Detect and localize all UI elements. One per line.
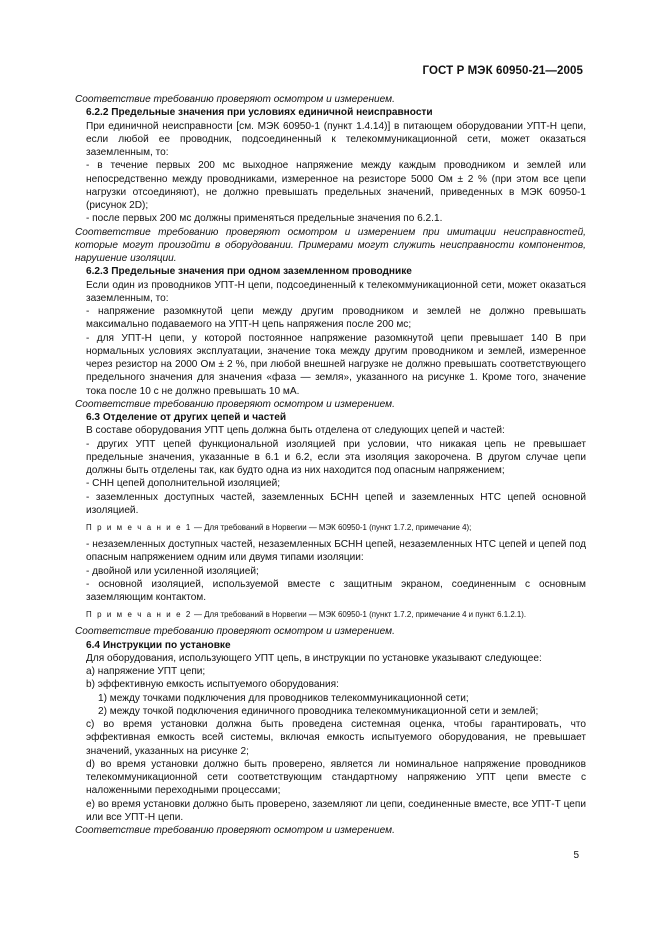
paragraph: - напряжение разомкнутой цепи между другим проводником и землей не должно превышать максимально подаваемого на УПТ-Н цепь напряжения после 200 мс; xyxy=(86,306,586,331)
paragraph: При единичной неисправности [см. МЭК 60950-1 (пункт 1.4.14)] в питающем оборудовании УПТ-Н цепи, если любой ее проводник, подсоединенный к телекоммуникационной сети, может оказаться заземленным, то: xyxy=(86,120,586,158)
paragraph: - основной изоляцией, используемой вместе с защитным экраном, соединенным с основным заземляющим контактом. xyxy=(86,578,586,603)
paragraph: - двойной или усиленной изоляцией; xyxy=(86,565,259,577)
section-heading: 6.2.3 Предельные значения при одном заземленном проводнике xyxy=(86,266,412,278)
note-text: — Для требований в Норвегии — МЭК 60950-1 (пункт 1.7.2, примечание 4); xyxy=(191,523,472,532)
paragraph: - в течение первых 200 мс выходное напряжение между каждым проводником и землей или непосредственно между проводниками, измеренное на резисторе 5000 Ом ± 2 % (при этом все цепи нагрузки отсоединяют), не должно превышать предельных значений, приведенных в МЭК 60950-1 (рисунок 2D); xyxy=(86,160,586,211)
note xyxy=(75,521,586,534)
paragraph: Соответствие требованию проверяют осмотром и измерением. xyxy=(75,626,395,638)
paragraph: Соответствие требованию проверяют осмотром и измерением. xyxy=(75,94,395,105)
paragraph: a) напряжение УПТ цепи; xyxy=(86,666,206,677)
section-heading: 6.4 Инструкции по установке xyxy=(86,639,231,651)
document-body xyxy=(75,93,586,837)
paragraph: - после первых 200 мс должны применяться предельные значения по 6.2.1. xyxy=(86,213,443,225)
paragraph: Соответствие требованию проверяют осмотром и измерением. xyxy=(75,825,395,836)
note xyxy=(75,608,586,621)
note-label: П р и м е ч а н и е 2 xyxy=(86,610,192,620)
paragraph: c) во время установки должна быть проведена системная оценка, чтобы гарантировать, что эффективная емкость всей системы, включая емкость испытуемого оборудования, не превышает значений, указанных на рисунке 2; xyxy=(86,719,586,757)
paragraph: Если один из проводников УПТ-Н цепи, подсоединенный к телекоммуникационной сети, может оказаться заземленным, то: xyxy=(86,279,586,304)
paragraph: - для УПТ-Н цепи, у которой постоянное напряжение разомкнутой цепи превышает 140 В при нормальных условиях эксплуатации, значение тока между другим проводником и землей, измеренное через резистор на 2000 Ом ± 2 %, при любой внешней нагрузке не должно превышать соответствующего предельного значения для значения «фаза — земля», указанного на рисунке 1. Кроме того, значение тока после 10 с не должно превышать 10 мА. xyxy=(86,332,586,397)
paragraph: d) во время установки должно быть проверено, является ли номинальное напряжение проводников телекоммуникационной сети соответствующим стандартному напряжению УПТ цепи вместе с наложенными переходными процессами; xyxy=(86,758,586,797)
paragraph: e) во время установки должно быть проверено, заземляют ли цепи, соединенные вместе, все УПТ-Т цепи или все УПТ-Н цепи. xyxy=(86,798,586,823)
paragraph: Соответствие требованию проверяют осмотром и измерением при имитации неисправностей, которые могут произойти в оборудовании. Примерами могут служить неисправности компонентов, нарушение изоляции. xyxy=(75,226,586,264)
paragraph: - других УПТ цепей функциональной изоляцией при условии, что никакая цепь не превышает предельные значения, указанные в 6.1 и 6.2, если эта изоляция закорочена. В другом случае цепи должны быть отделены так, как будто одна из них находится под опасным напряжением; xyxy=(86,438,586,476)
paragraph: - незаземленных доступных частей, незаземленных БСНН цепей, незаземленных НТС цепей и цепей под опасным напряжением одним или двумя типами изоляции: xyxy=(86,539,586,564)
paragraph: - заземленных доступных частей, заземленных БСНН цепей и заземленных НТС цепей основной изоляцией. xyxy=(86,491,586,516)
note-text: — Для требований в Норвегии — МЭК 60950-1 (пункт 1.7.2, примечание 4 и пункт 6.1.2.1). xyxy=(191,610,527,620)
page-number: 5 xyxy=(573,850,579,861)
paragraph: Соответствие требованию проверяют осмотром и измерением. xyxy=(75,398,395,410)
paragraph: Для оборудования, использующего УПТ цепь, в инструкции по установке указывают следующее: xyxy=(86,652,542,664)
section-heading: 6.2.2 Предельные значения при условиях единичной неисправности xyxy=(86,107,433,119)
paragraph: - СНН цепей дополнительной изоляцией; xyxy=(86,478,281,490)
section-heading: 6.3 Отделение от других цепей и частей xyxy=(86,412,287,423)
paragraph: 1) между точками подключения для проводников телекоммуникационной сети; xyxy=(98,692,469,704)
paragraph: В составе оборудования УПТ цепь должна быть отделена от следующих цепей и частей: xyxy=(86,425,505,437)
note-label: П р и м е ч а н и е 1 xyxy=(86,523,192,532)
document-header: ГОСТ Р МЭК 60950-21—2005 xyxy=(422,65,583,77)
paragraph: b) эффективную емкость испытуемого оборудования: xyxy=(86,679,339,691)
paragraph: 2) между точкой подключения единичного проводника телекоммуникационной сети и землей; xyxy=(98,705,539,717)
